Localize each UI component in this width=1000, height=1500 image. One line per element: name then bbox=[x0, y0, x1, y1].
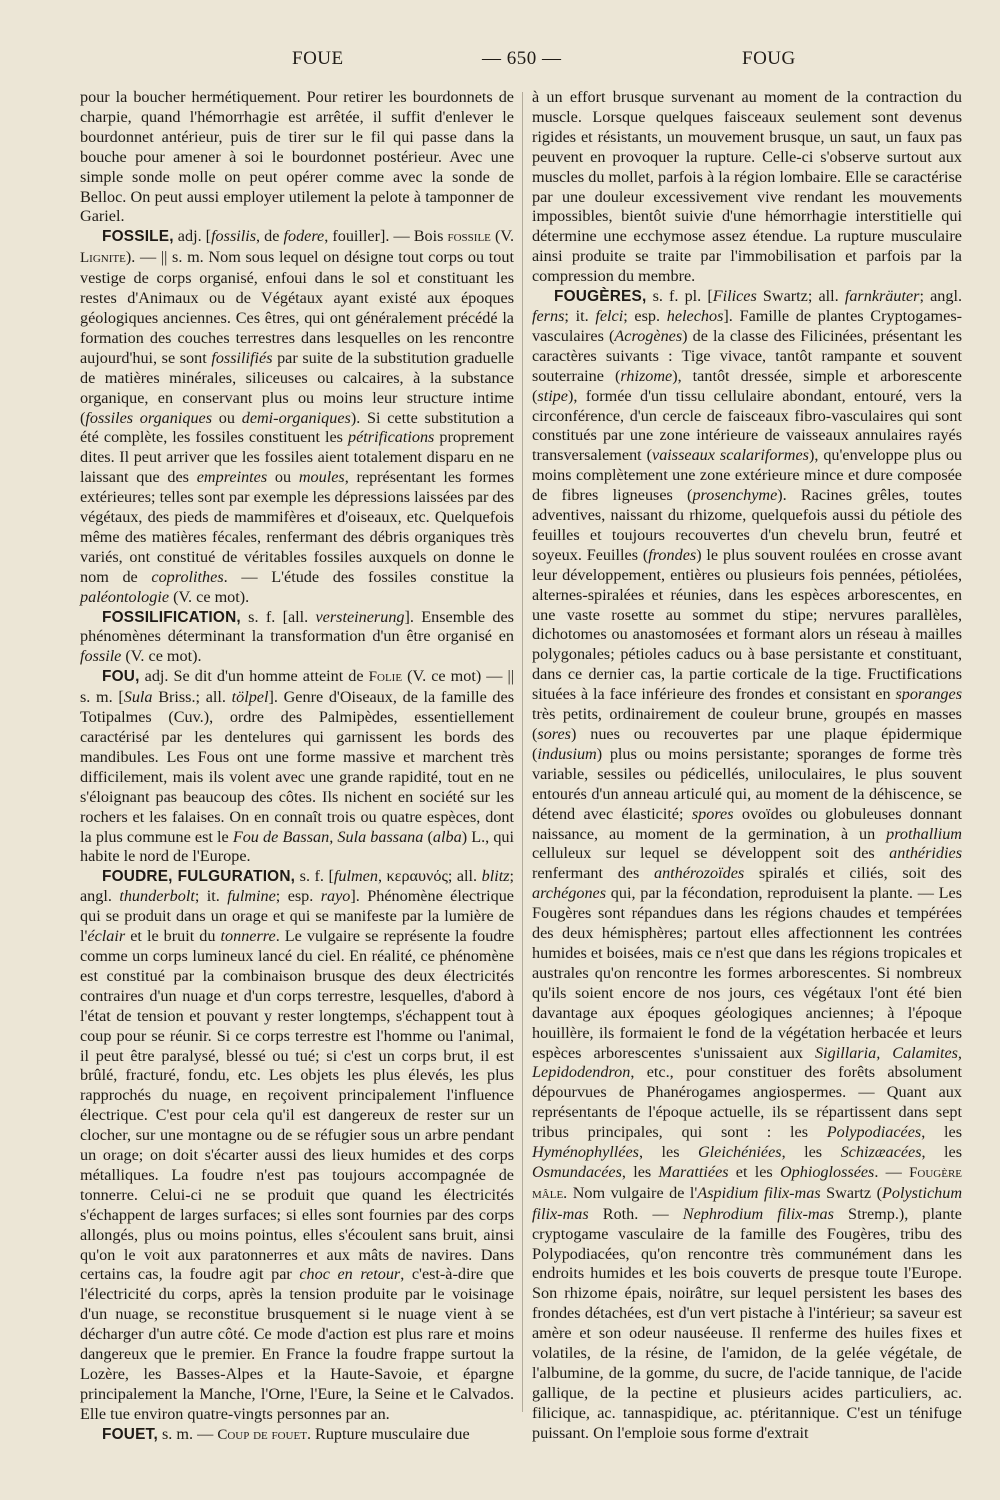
paragraph-continuation: à un effort brusque survenant au moment de la contraction du muscle. Lorsque quelques faisceaux seulement sont devenus rigides et résistants, un mouvement brusque, un saut, un faux pas peuvent en provoquer la rupture. Celle-ci s'observe surtout aux muscles du mollet, parfois à la région lombaire. Elle se caractérise par une douleur excessivement vive rendant les mouvements impossibles, bientôt suivie d'une hémorrhagie interstitielle qui détermine une ecchymose assez étendue. La rupture musculaire ainsi produite se traite par l'immobilisation et parfois par la compression du membre. bbox=[532, 88, 962, 286]
running-header bbox=[80, 48, 960, 78]
entry-fouet: FOUET, s. m. — Coup de fouet. Rupture musculaire due bbox=[102, 1424, 470, 1443]
header-left-word: FOUE bbox=[292, 48, 344, 69]
page-number: — 650 — bbox=[482, 48, 562, 69]
entry-foudre: FOUDRE, FULGURATION, s. f. [fulmen, κεραυνός; all. blitz; angl. thunderbolt; it. fulmine; esp. rayo]. Phénomène électrique qui se produit dans un orage et qui se manifeste par la lumière de l'éclair et le bruit du tonnerre. Le vulgaire se représente la foudre comme un corps lumineux lancé du ciel. En réalité, ce phénomène est constitué par la combinaison brusque des deux électricités contraires d'un nuage et d'un corps terrestre, lesquelles, d'abord à l'état de tension et pouvant y rester longtemps, s'échappent tout à coup pour se réunir. Si ce corps terrestre est l'homme ou l'animal, il peut être paralysé, blessé ou tué; si c'est un corps brut, il est brûlé, fracturé, fondu, etc. Les objets les plus élevés, les plus rapprochés du nuage, en reçoivent principalement l'influence électrique. C'est pour cela qu'il est dangereux de rester sur un clocher, sur une montagne ou de se réfugier sous un arbre pendant un orage; on doit s'écarter aussi des lieux humides et des corps métalliques. La foudre n'est pas toujours accompagnée de tonnerre. Celui-ci ne se produit que quand les électricités s'échappent de larges surfaces; si elles sont fournies par des corps allongés, plus ou moins pointus, elles s'écoulent sans bruit, ainsi qu'on le voit aux paratonnerres et aux mâts de navires. Dans certains cas, la foudre agit par choc en retour, c'est-à-dire que l'électricité du corps, après la tension produite par le voisinage d'un nuage, se reconstitue brusquement si le nuage vient à se décharger d'un autre côté. Ce mode d'action est plus rare et moins dangereux que le premier. En France la foudre frappe surtout la Lozère, les Basses-Alpes et la Haute-Savoie, et épargne principalement la Manche, l'Orne, l'Eure, la Seine et le Calvados. Elle tue environ quatre-vingts personnes par an. bbox=[80, 867, 515, 1423]
headword: FOU, bbox=[102, 668, 140, 686]
headword: FOUGÈRES, bbox=[554, 288, 647, 306]
left-column bbox=[80, 88, 514, 1446]
headword: FOSSILE, bbox=[102, 228, 174, 246]
entry-fou: FOU, adj. Se dit d'un homme atteint de Folie (V. ce mot) — || s. m. [Sula Briss.; all. tölpel]. Genre d'Oiseaux, de la famille des Totipalmes (Cuv.), ordre des Palmipèdes, essentiellement caractérisé par les dentelures qui garnissent les bords des mandibules. Les Fous ont une forme massive et marchent très difficilement, mais ils volent avec une grande rapidité, tout en ne s'éloignant pas beaucoup des côtes. Ils nichent en société sur les rochers et les falaises. On en connaît trois ou quatre espèces, dont la plus commune est le Fou de Bassan, Sula bassana (alba) L., qui habite le nord de l'Europe. bbox=[80, 667, 515, 866]
entry-fougeres: FOUGÈRES, s. f. pl. [Filices Swartz; all. farnkräuter; angl. ferns; it. felci; esp. helechos]. Famille de plantes Cryptogames-vasculaires (Acrogènes) de la classe des Filicinées, présentant les caractères suivants : Tige vivace, tantôt rampante et souvent souterraine (rhizome), tantôt dressée, simple et arborescente (stipe), formée d'un tissu cellulaire abondant, entouré, vers la circonférence, d'un cercle de faisceaux fibro-vasculaires qui sont constitués par une zone intérieure de vaisseaux annulaires rayés transversalement (vaisseaux scalariformes), qu'enveloppe plus ou moins complètement une zone extérieure mince et dure composée de fibres ligneuses (prosenchyme). Racines grêles, toutes adventives, naissant du rhizome, quelquefois aussi du pétiole des feuilles et toujours recouvertes d'un chevelu brun, feutré et soyeux. Feuilles (frondes) le plus souvent roulées en crosse avant leur développement, entières ou plusieurs fois pennées, pétiolées, alternes-spiralées et réunies, dans les espèces arborescentes, en une vaste rosette au sommet du stipe; nervures parallèles, dichotomes ou anastomosées et formant alors un réseau à mailles polygonales; pétioles caducs ou à base persistante et constituant, dans ce dernier cas, la partie corticale de la tige. Fructifications situées à la face inférieure des frondes et consistant en sporanges très petits, ordinairement de couleur brune, groupés en masses (sores) nues ou recouvertes par une plaque épidermique (indusium) plus ou moins persistante; sporanges de forme très variable, sessiles ou pédicellés, uniloculaires, le plus souvent entourés d'un anneau articulé qui, au moment de la déhiscence, se détend avec élasticité; spores ovoïdes ou globuleuses donnant naissance, au moment de la germination, à un prothallium celluleux sur lequel se développent soit des anthéridies renfermant des anthérozoïdes spiralés et ciliés, soit des archégones qui, par la fécondation, reproduisent la plante. — Les Fougères sont répandues dans les régions chaudes et tempérées des deux hémisphères; partout elles affectionnent les contrées humides et boisées, mais ce n'est que dans les régions tropicales et australes qu'on rencontre les formes arborescentes. Si nombreux qu'ils soient encore de nos jours, ces végétaux l'ont été bien davantage aux époques géologiques anciennes; à l'époque houillère, ils formaient le fond de la végétation herbacée et leurs espèces arborescentes s'unissaient aux Sigillaria, Calamites, Lepidodendron, etc., pour constituer des forêts absolument dépourvues de Phanérogames angiospermes. — Quant aux représentants de l'époque actuelle, ils se répartissent dans sept tribus principales, qui sont : les Polypodiacées, les Hyménophyllées, les Gleichéniées, les Schizæacées, les Osmundacées, les Marattiées et les Ophioglossées. — Fougère mâle. Nom vulgaire de l'Aspidium filix-mas Swartz (Polystichum filix-mas Roth. — Nephrodium filix-mas Stremp.), plante cryptogame vasculaire de la famille des Fougères, tribu des Polypodiacées, qu'on rencontre très communément dans les endroits humides et les bois couverts de presque toute l'Europe. Son rhizome épais, noirâtre, sur lequel persistent les bases des frondes détachées, est d'un vert pistache à l'intérieur; sa saveur est amère et son odeur nauséeuse. Il renferme des huiles fixes et volatiles, de la résine, de l'amidon, de la gelée végétale, de l'albumine, de la gomme, du sucre, de l'acide tannique, de l'acide gallique, de la pectine et plusieurs acides particuliers, ac. filicique, ac. tannaspidique, ac. ptéritannique. C'est un ténifuge puissant. On l'emploie sous forme d'extrait bbox=[532, 287, 963, 1442]
entry-fossile: FOSSILE, adj. [fossilis, de fodere, fouiller]. — Bois fossile (V. Lignite). — || s. m. Nom sous lequel on désigne tout corps ou tout vestige de corps organisé, enfoui dans le sol et constituant les restes d'Animaux ou de Végétaux ayant existé aux époques géologiques anciennes. Ces êtres, qui ont généralement précédé la formation des couches terrestres dans lesquelles on les rencontre aujourd'hui, se sont fossilifiés par suite de la substitution graduelle de matières minérales, siliceuses ou calcaires, à la substance organique, en conservant plus ou moins leur structure intime (fossiles organiques ou demi-organiques). Si cette substitution a été complète, les fossiles constituent les pétrifications proprement dites. Il peut arriver que les fossiles aient totalement disparu en ne laissant que des empreintes ou moules, représentant les formes extérieures; telles sont par exemple les dépressions laissées par des végétaux, des pieds de mammifères et d'oiseaux, etc. Quelquefois même des matières fécales, renfermant des débris organiques très variés, ont constitué de véritables fossiles auxquels on donne le nom de coprolithes. — L'étude des fossiles constitue la paléontologie (V. ce mot). bbox=[80, 227, 515, 606]
column-divider bbox=[522, 92, 523, 1412]
right-column bbox=[532, 88, 962, 1444]
entry-fossilification: FOSSILIFICATION, s. f. [all. versteinerung]. Ensemble des phénomènes déterminant la transformation d'un être organisé en fossile (V. ce mot). bbox=[80, 607, 514, 666]
headword: FOUET, bbox=[102, 1425, 158, 1443]
headword: FOSSILIFICATION, bbox=[102, 608, 241, 626]
header-right-word: FOUG bbox=[742, 48, 796, 69]
headword: FOUDRE, FULGURATION, bbox=[102, 868, 296, 886]
paragraph-continuation: pour la boucher hermétiquement. Pour retirer les bourdonnets de charpie, quand l'hémorrhagie est arrêtée, il suffit d'enlever le bourdonnet antérieur, puis de tirer sur le fil qui passe dans la bouche pour amener à soi le bourdonnet postérieur. Avec une simple sonde molle on peut opérer comme avec la sonde de Belloc. On peut aussi employer utilement la pelote à tamponner de Gariel. bbox=[80, 88, 514, 226]
